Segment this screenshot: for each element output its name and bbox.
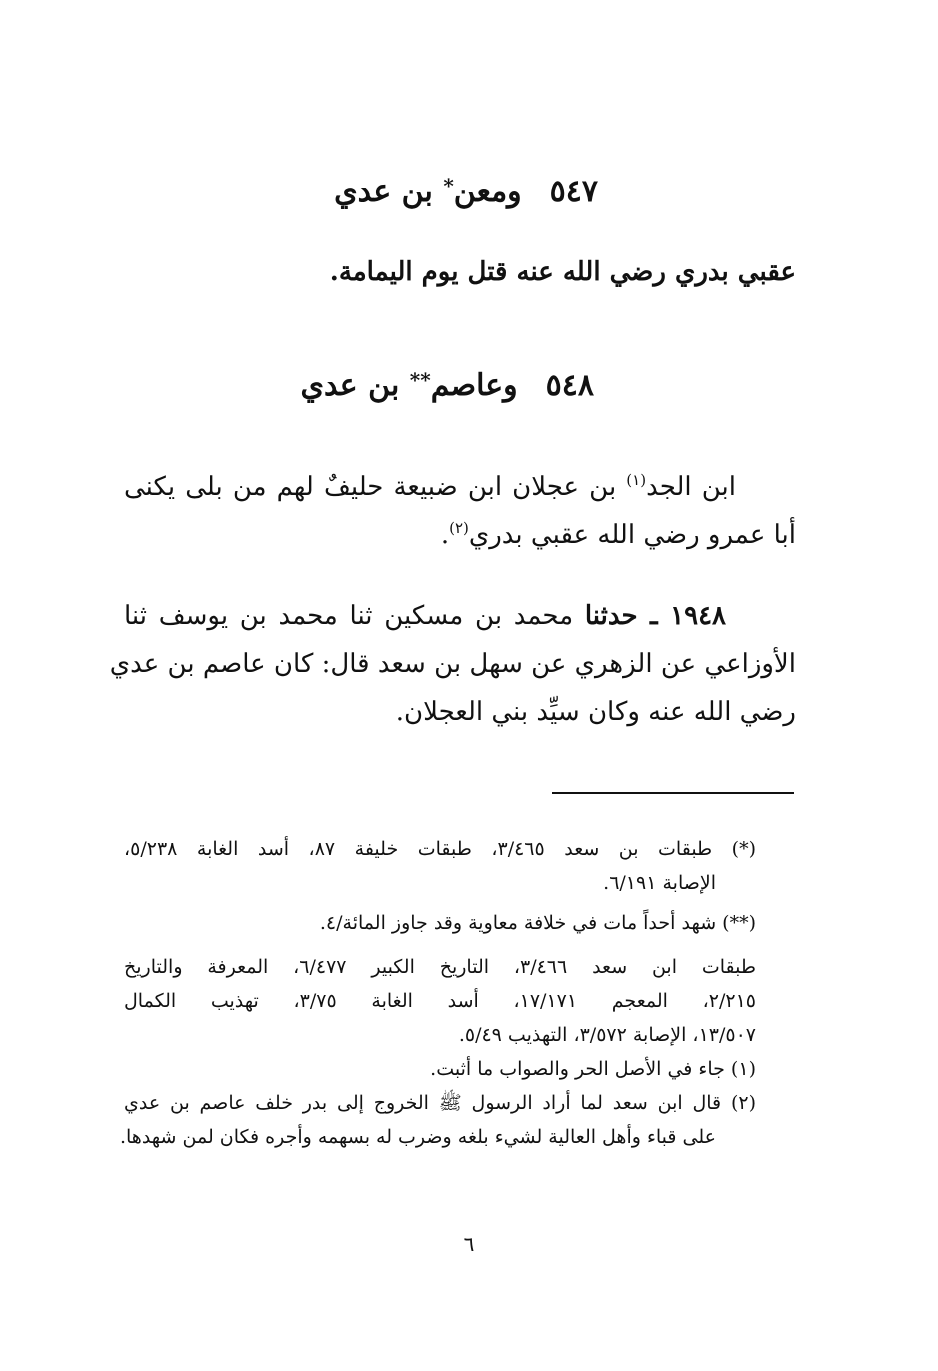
footnote-ref: (٢): [449, 519, 469, 537]
body-line: عقبي بدري رضي الله عنه قتل يوم اليمامة.: [329, 257, 796, 287]
body-line: [124, 504, 796, 552]
entry-547-body: [124, 248, 796, 296]
hadith-line: الأوزاعي عن الزهري عن سهل بن سعد قال: كان عاصم بن عدي: [109, 649, 796, 679]
entry-name: وعاصم: [430, 368, 518, 403]
footnote-line: الإصابة ٦/١٩١.: [603, 872, 716, 894]
body-line: [124, 456, 796, 504]
hadith-1948: [109, 592, 796, 736]
footnote-line: على قباء وأهل العالية لشيء بلغه وضرب له بسهمه وأجره فكان لمن شهدها.: [119, 1126, 716, 1148]
footnote-line: طبقات ابن سعد ٣/٤٦٦، التاريخ الكبير ٦/٤٧٧، المعرفة والتاريخ: [124, 956, 756, 978]
hadith-number: ١٩٤٨: [670, 601, 726, 631]
footnote-line: ١٣/٥٠٧، الإصابة ٣/٥٧٢، التهذيب ٥/٤٩.: [458, 1024, 756, 1046]
body-text-segment: أبا عمرو رضي الله عقبي بدري: [468, 520, 796, 550]
footnote-divider: [552, 792, 794, 794]
entry-name-suffix: بن عدي: [300, 368, 400, 403]
entry-number: ٥٤٨: [545, 368, 594, 403]
footnote-line: (١) جاء في الأصل الحر والصواب ما أثبت.: [430, 1058, 756, 1080]
page-number: ٦: [463, 1232, 475, 1256]
footnote-line: ٢/٢١٥، المعجم ١٧/١٧١، أسد الغابة ٣/٧٥، تهذيب الكمال: [124, 990, 756, 1012]
hadith-text: محمد بن مسكين ثنا محمد بن يوسف ثنا: [124, 601, 585, 631]
body-text-segment: بن عجلان ابن ضبيعة حليفٌ لهم من بلى يكنى: [124, 472, 627, 502]
entry-number: ٥٤٧: [549, 174, 598, 209]
footnote-ref: (١): [626, 471, 647, 489]
entry-547-heading: [334, 166, 598, 212]
body-text-segment: ابن الجد: [646, 472, 737, 502]
hadith-line: [124, 592, 796, 640]
entry-548-heading: [301, 360, 594, 406]
hadith-line: رضي الله عنه وكان سيِّد بني العجلان.: [395, 697, 796, 727]
footnote-marker: *: [443, 174, 454, 198]
footnote-marker: **: [409, 368, 431, 392]
entry-name-suffix: بن عدي: [334, 174, 433, 209]
footnotes: [119, 832, 757, 1154]
footnote-line: (*) طبقات بن سعد ٣/٤٦٥، طبقات خليفة ٨٧، أسد الغابة ٥/٢٣٨،: [124, 838, 757, 860]
body-text-segment: .: [440, 520, 450, 550]
entry-name: ومعن: [453, 174, 522, 209]
hadith-separator: ـ: [637, 601, 671, 631]
entry-548-body: [124, 456, 796, 552]
hadith-lead: حدثنا: [584, 601, 638, 631]
footnote-line: (٢) قال ابن سعد لما أراد الرسول ﷺ الخروج إلى بدر خلف عاصم بن عدي: [124, 1092, 756, 1114]
footnote-line: (**) شهد أحداً مات في خلافة معاوية وقد جاوز المائة/٤.: [319, 912, 756, 934]
